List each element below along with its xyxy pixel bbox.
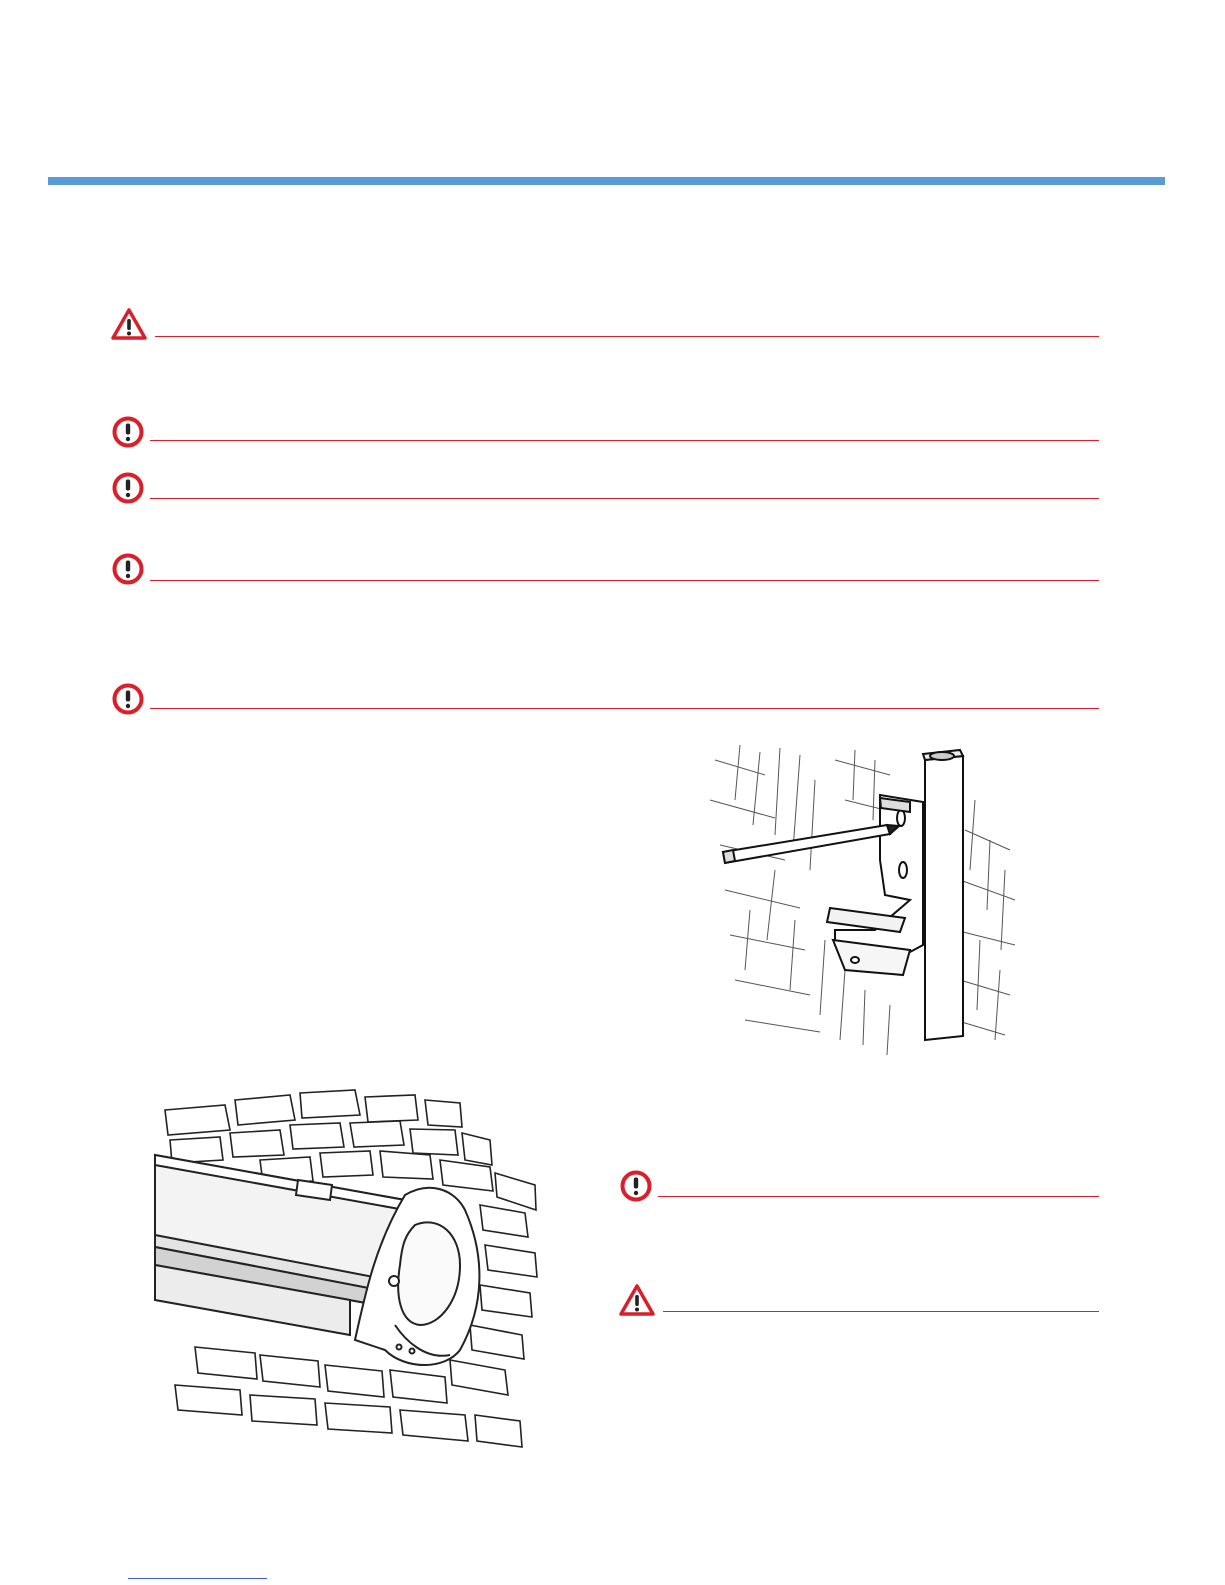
header-rule [48, 177, 1165, 185]
awning-on-wall-illustration [150, 1085, 550, 1465]
exclamation-circle-icon [110, 553, 146, 585]
warning-triangle-icon [111, 308, 147, 340]
notice-rule [155, 336, 1099, 337]
exclamation-circle-icon [618, 1170, 654, 1202]
exclamation-circle-icon [110, 416, 146, 448]
notice-rule [150, 440, 1099, 441]
exclamation-circle-icon [110, 683, 146, 715]
footer-link-underline[interactable] [128, 1578, 267, 1579]
bracket-marking-illustration [705, 740, 1025, 1060]
exclamation-circle-icon [110, 472, 146, 504]
notice-rule [663, 1311, 1099, 1312]
notice-rule [150, 580, 1099, 581]
warning-triangle-icon [619, 1284, 655, 1316]
notice-rule [658, 1196, 1099, 1197]
notice-rule [150, 708, 1099, 709]
notice-rule [150, 498, 1099, 499]
